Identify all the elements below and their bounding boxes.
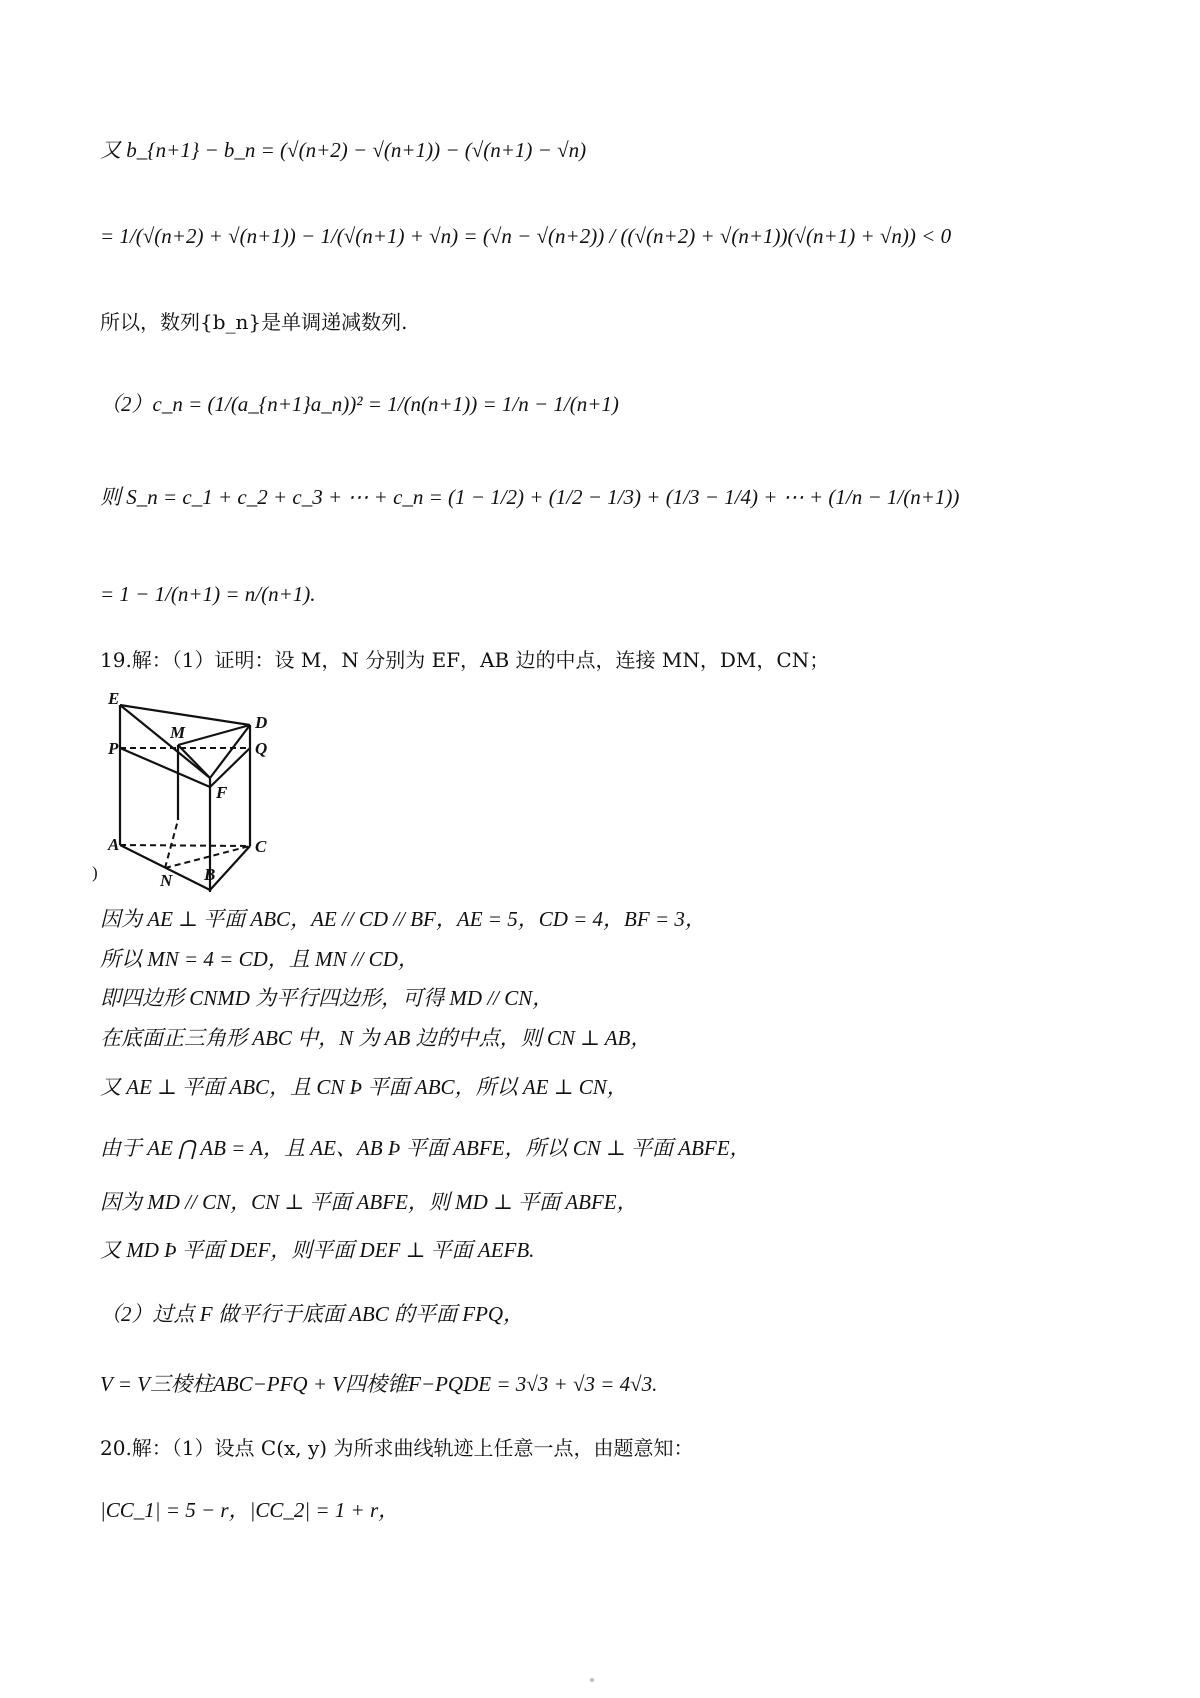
label-F: F (216, 783, 228, 802)
text-line-5: 则 S_n = c_1 + c_2 + c_3 + ⋯ + c_n = (1 − 1/2) + (1/2 − 1/3) + (1/3 − 1/4) + ⋯ + (1/n − 1/(n+1)) (100, 485, 960, 509)
text-line-2: = 1/(√(n+2) + √(n+1)) − 1/(√(n+1) + √n) = (√n − √(n+2)) / ((√(n+2) + √(n+1))(√(n+1) + √n)) < 0 (100, 224, 952, 248)
label-P: P (108, 739, 119, 758)
text-line-14: 因为 MD // CN，CN ⊥ 平面 ABFE，则 MD ⊥ 平面 ABFE， (100, 1190, 638, 1214)
text-line-17: V = V三棱柱ABC−PFQ + V四棱锥F−PQDE = 3√3 + √3 = 4√3. (100, 1372, 658, 1396)
label-E: E (108, 689, 120, 708)
text-line-6: = 1 − 1/(n+1) = n/(n+1). (100, 582, 316, 606)
text-line-7: 19.解：（1）证明：设 M，N 分别为 EF，AB 边的中点，连接 MN，DM，CN； (100, 648, 830, 672)
label-D: D (255, 713, 268, 732)
label-Q: Q (255, 739, 268, 758)
text-line-13: 由于 AE ⋂ AB = A，且 AE、AB Þ 平面 ABFE，所以 CN ⊥ 平面 ABFE， (100, 1136, 751, 1160)
label-M: M (170, 723, 186, 742)
text-line-12: 又 AE ⊥ 平面 ABC，且 CN Þ 平面 ABC，所以 AE ⊥ CN， (100, 1075, 628, 1099)
label-N: N (160, 871, 173, 890)
figure-caption: ) (92, 863, 98, 882)
text-line-16: （2）过点 F 做平行于底面 ABC 的平面 FPQ， (100, 1302, 525, 1326)
text-line-15: 又 MD Þ 平面 DEF，则平面 DEF ⊥ 平面 AEFB. (100, 1238, 535, 1262)
text-line-18: 20.解：（1）设点 C(x, y) 为所求曲线轨迹上任意一点，由题意知： (100, 1436, 694, 1460)
label-A: A (108, 835, 120, 854)
text-line-3: 所以，数列{b_n}是单调递减数列. (100, 310, 408, 334)
text-line-9: 所以 MN = 4 = CD，且 MN // CD， (100, 947, 419, 971)
text-line-8: 因为 AE ⊥ 平面 ABC，AE // CD // BF，AE = 5，CD = 4，BF = 3， (100, 907, 706, 931)
prism-figure (90, 689, 310, 890)
label-C: C (255, 837, 267, 856)
text-line-11: 在底面正三角形 ABC 中，N 为 AB 边的中点，则 CN ⊥ AB， (100, 1026, 652, 1050)
text-line-19: |CC_1| = 5 − r，|CC_2| = 1 + r， (100, 1498, 400, 1522)
text-line-1: 又 b_{n+1} − b_n = (√(n+2) − √(n+1)) − (√(n+1) − √n) (100, 138, 587, 162)
label-B: B (204, 865, 216, 884)
text-line-4: （2）c_n = (1/(a_{n+1}a_n))² = 1/(n(n+1)) = 1/n − 1/(n+1) (100, 392, 619, 416)
page-dot (590, 1678, 594, 1682)
text-line-10: 即四边形 CNMD 为平行四边形，可得 MD // CN， (100, 986, 554, 1010)
